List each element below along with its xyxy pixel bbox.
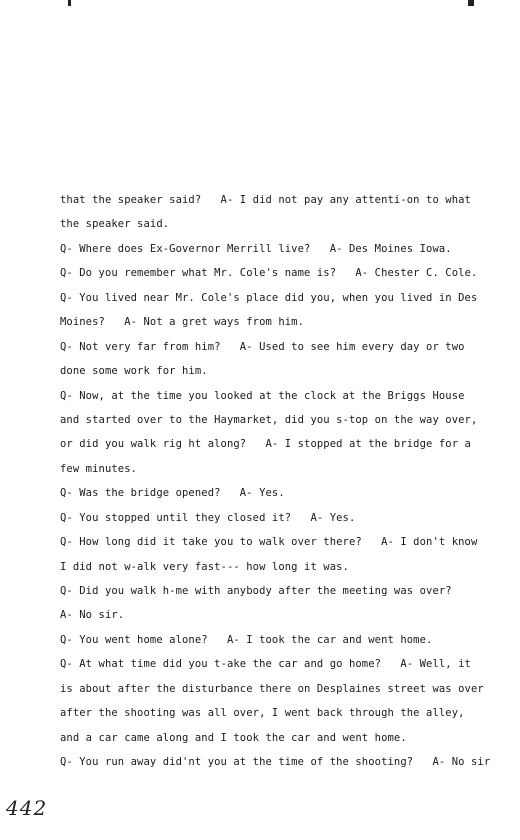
transcript-line: is about after the disturbance there on Desplaines street was over (60, 682, 484, 695)
transcript-line: Q- You run away did'nt you at the time of the shooting? A- No sir (60, 756, 491, 769)
transcript-line: Q- At what time did you t-ake the car and go home? A- Well, it (60, 658, 471, 671)
transcript-line: Q- How long did it take you to walk over there? A- I don't know (60, 536, 478, 549)
transcript-line: Q- You went home alone? A- I took the car and went home. (60, 633, 433, 646)
transcript-text (60, 188, 500, 775)
transcript-line: Q- You stopped until they closed it? A- Yes. (60, 511, 356, 524)
transcript-line: and a car came along and I took the car and went home. (60, 731, 407, 744)
top-left-scan-mark (68, 0, 71, 6)
transcript-line: that the speaker said? A- I did not pay any attenti-on to what (60, 194, 471, 206)
transcript-line: A- No sir. (60, 609, 125, 622)
transcript-line: few minutes. (60, 462, 138, 475)
transcript-line: Moines? A- Not a gret ways from him. (60, 316, 305, 329)
transcript-line: I did not w-alk very fast--- how long it was. (60, 560, 349, 573)
transcript-line: or did you walk rig ht along? A- I stopped at the bridge for a (60, 438, 471, 451)
transcript-line: Q- Not very far from him? A- Used to see him every day or two (60, 340, 465, 353)
transcript-line: Q- Do you remember what Mr. Cole's name is? A- Chester C. Cole. (60, 267, 478, 280)
transcript-line: and started over to the Haymarket, did you s-top on the way over, (60, 413, 478, 426)
transcript-line: after the shooting was all over, I went back through the alley, (60, 707, 465, 720)
transcript-line: done some work for him. (60, 365, 208, 378)
page-number: 442 (6, 796, 48, 820)
transcript-line: the speaker said. (60, 218, 170, 231)
transcript-line: Q- Where does Ex-Governor Merrill live? A- Des Moines Iowa. (60, 242, 452, 255)
transcript-line: Q- Was the bridge opened? A- Yes. (60, 487, 285, 500)
transcript-line: Q- You lived near Mr. Cole's place did you, when you lived in Des (60, 291, 478, 304)
transcript-line: Q- Now, at the time you looked at the clock at the Briggs House (60, 389, 465, 402)
transcript-line: Q- Did you walk h-me with anybody after the meeting was over? (60, 585, 452, 597)
top-right-scan-mark (468, 0, 474, 6)
